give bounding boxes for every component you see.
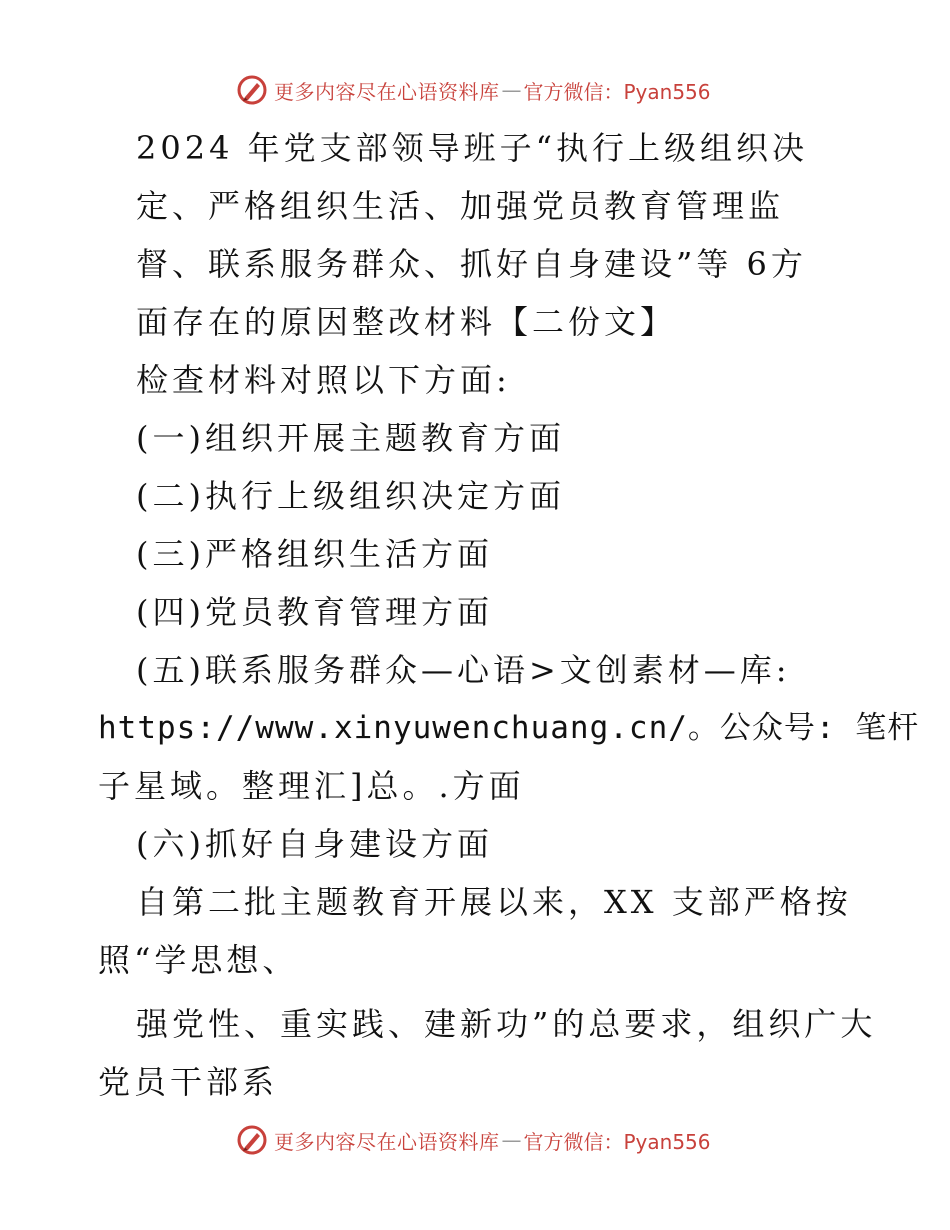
title-line-1: 2024 年党支部领导班子“执行上级组织决 [136,129,808,167]
list-item-5: (五)联系服务群众—心语>文创素材—库: [136,651,791,689]
watermark-contact: 官方微信：Pyan556 [523,79,711,104]
watermark-separator: — [501,1128,522,1152]
list-item-3: (三)严格组织生活方面 [136,535,493,573]
body-line-3: 强党性、重实践、建新功”的总要求，组织广大 [136,1005,877,1043]
title-line-4: 面存在的原因整改材料【二份文】 [136,303,677,341]
title-line-2: 定、严格组织生活、加强党员教育管理监 [136,187,785,225]
watermark-separator: — [501,78,522,102]
intro-line: 检查材料对照以下方面: [136,361,511,399]
watermark-main-text: 更多内容尽在心语资料库 [274,79,500,104]
list-item-4: (四)党员教育管理方面 [136,593,493,631]
list-item-6: (六)抓好自身建设方面 [136,825,493,863]
list-item-2: (二)执行上级组织决定方面 [136,477,565,515]
watermark-header [236,72,716,108]
watermark-contact: 官方微信：Pyan556 [523,1129,711,1154]
watermark-main-text: 更多内容尽在心语资料库 [274,1129,500,1154]
title-line-3: 督、联系服务群众、抓好自身建设”等 6方 [136,245,807,283]
pen-logo-icon [236,74,268,106]
body-line-1: 自第二批主题教育开展以来，XX 支部严格按 [136,883,852,921]
url-line: https://www.xinyuwenchuang.cn/。公众号: 笔杆 [98,710,920,746]
url-continuation: 子星域。整理汇]总。.方面 [98,767,525,805]
body-line-2: 照“学思想、 [98,941,299,979]
watermark-footer [236,1122,716,1158]
body-line-4: 党员干部系 [98,1063,279,1101]
pen-logo-icon [236,1124,268,1156]
list-item-1: (一)组织开展主题教育方面 [136,419,565,457]
